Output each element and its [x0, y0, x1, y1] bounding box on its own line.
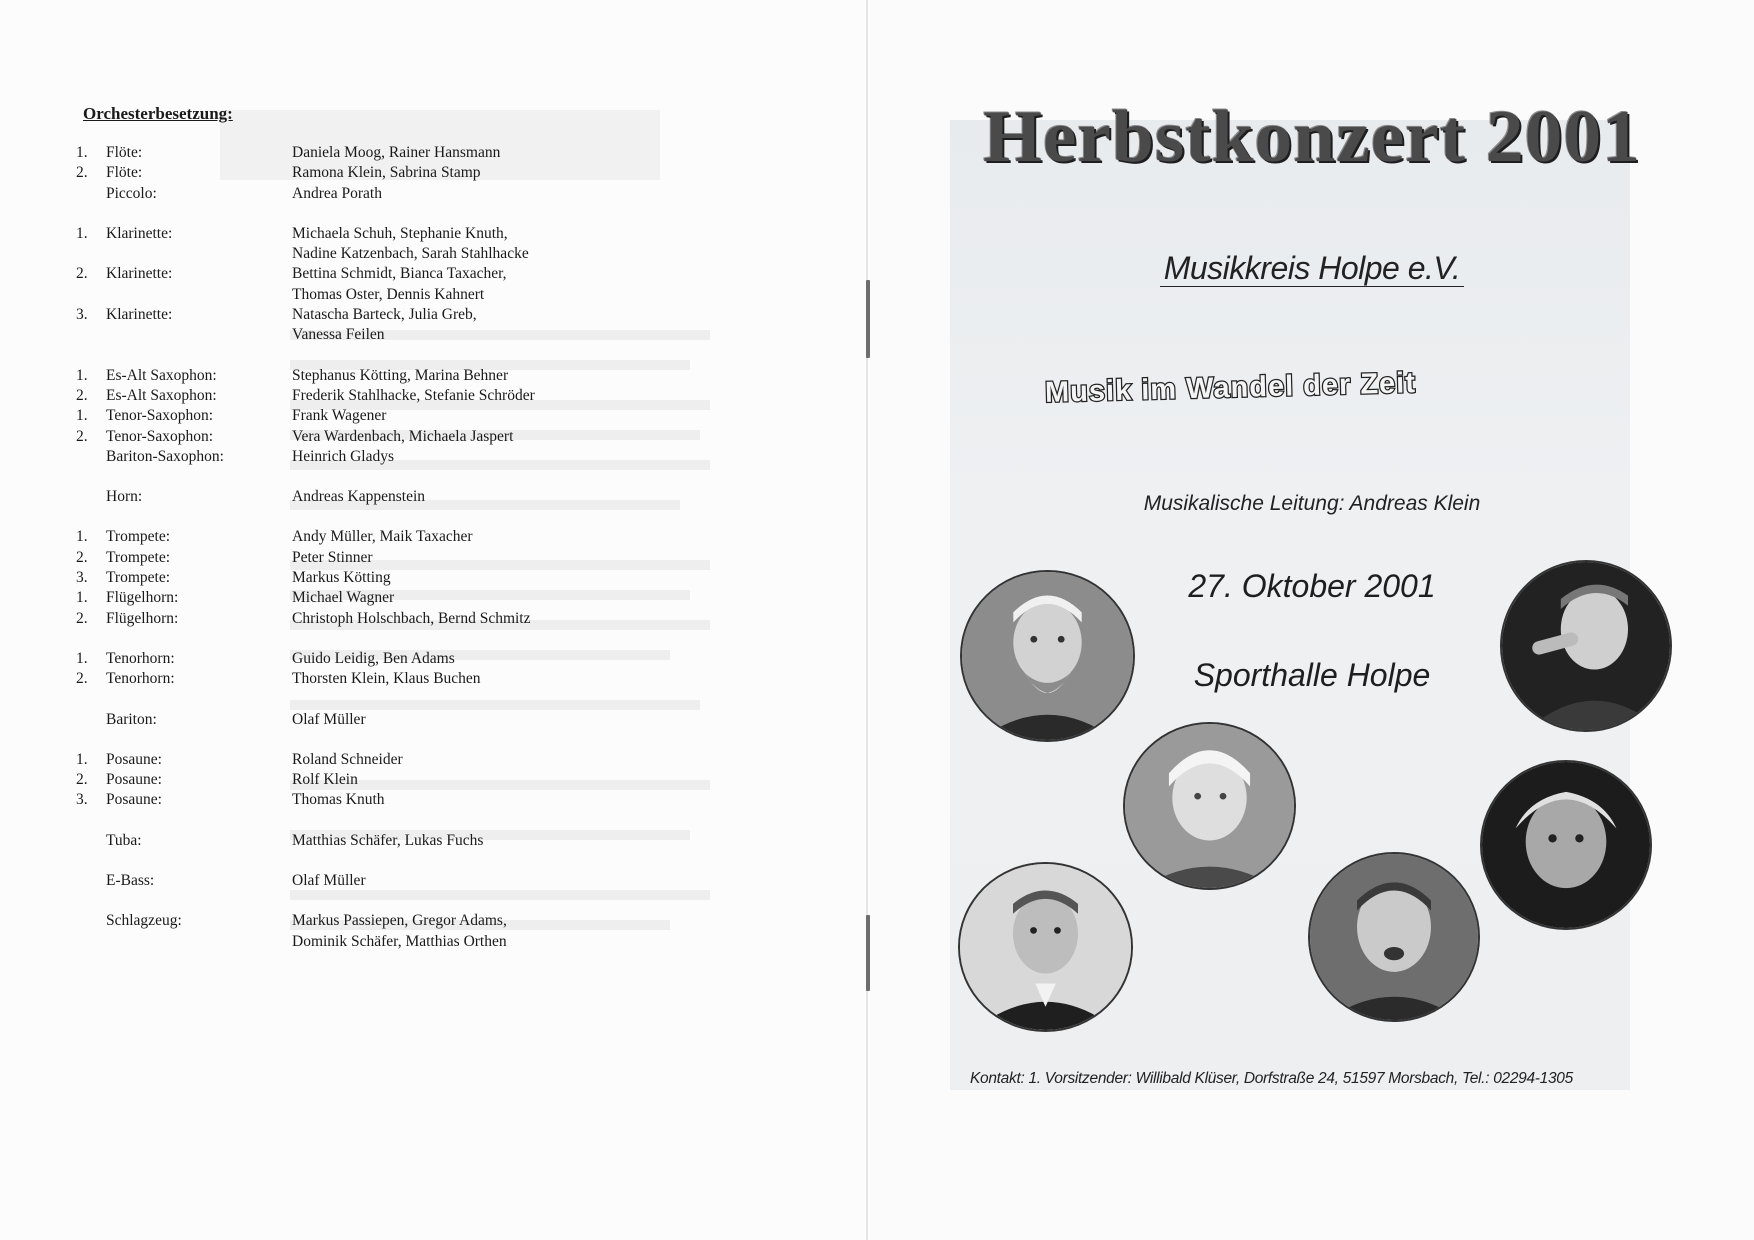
position-number: [76, 325, 106, 345]
orchestra-row: [76, 163, 596, 183]
musician-names: Thorsten Klein, Klaus Buchen: [292, 670, 481, 688]
musician-names: Vanessa Feilen: [292, 326, 385, 344]
orchestra-row: [76, 911, 596, 931]
position-number: 2.: [76, 427, 88, 445]
portrait-composer-suit: [958, 862, 1133, 1032]
orchestra-row: [76, 831, 596, 851]
position-number: 1.: [76, 407, 88, 425]
instrument-label: Flügelhorn:: [106, 609, 179, 627]
musician-names: Frederik Stahlhacke, Stefanie Schröder: [292, 386, 535, 404]
orchestra-list: [76, 143, 596, 952]
musician-names: Guido Leidig, Ben Adams: [292, 649, 455, 667]
orchestra-row: [76, 750, 596, 770]
position-number: [76, 831, 106, 851]
instrument-label: Trompete:: [106, 569, 171, 587]
musician-names: Natascha Barteck, Julia Greb,: [292, 306, 477, 324]
orchestra-row: [76, 184, 596, 204]
instrument-label: Tenorhorn:: [106, 670, 175, 688]
portrait-singer-microphone: [1500, 560, 1672, 732]
portrait-composer-white-hair: [1480, 760, 1652, 930]
position-number: 2.: [76, 548, 88, 566]
position-number: [76, 184, 106, 204]
portrait-composer-bearded: [960, 570, 1135, 742]
concert-date: 27. Oktober 2001: [1188, 568, 1436, 604]
orchestra-row: [76, 325, 596, 345]
musician-names: Stephanus Kötting, Marina Behner: [292, 366, 509, 384]
position-number: [76, 244, 106, 264]
musician-names: Christoph Holschbach, Bernd Schmitz: [292, 609, 531, 627]
instrument-label: Horn:: [106, 488, 143, 506]
orchestra-row: [76, 447, 596, 467]
orchestra-row: [76, 588, 596, 608]
position-number: 1.: [76, 366, 88, 384]
position-number: 2.: [76, 164, 88, 182]
musical-director: Musikalische Leitung: Andreas Klein: [1143, 492, 1481, 515]
orchestra-row: [76, 649, 596, 669]
instrument-label: Posaune:: [106, 750, 162, 768]
orchestra-row: [76, 770, 596, 790]
musician-names: Olaf Müller: [292, 710, 366, 728]
position-number: 1.: [76, 144, 88, 161]
musician-names: Andreas Kappenstein: [292, 488, 425, 506]
orchestra-row: [76, 285, 596, 305]
position-number: [76, 285, 106, 305]
orchestra-row: [76, 305, 596, 325]
instrument-label: [106, 244, 292, 264]
position-number: [76, 911, 106, 931]
musician-names: Markus Kötting: [292, 569, 391, 587]
musician-names: Frank Wagener: [292, 407, 387, 425]
musician-names: Olaf Müller: [292, 872, 366, 890]
orchestra-heading: Orchesterbesetzung:: [83, 104, 233, 123]
musician-names: Rolf Klein: [292, 771, 358, 789]
position-number: 1.: [76, 750, 88, 768]
position-number: 1.: [76, 528, 88, 546]
instrument-label: Es-Alt Saxophon:: [106, 366, 217, 384]
orchestra-row: [76, 871, 596, 891]
concert-motto: Musik im Wandel der Zeit: [1044, 367, 1417, 409]
musician-names: Andy Müller, Maik Taxacher: [292, 528, 473, 546]
position-number: 2.: [76, 386, 88, 404]
orchestra-row: [76, 143, 596, 163]
page-fold: [866, 0, 868, 1240]
instrument-label: Tenor-Saxophon:: [106, 407, 214, 425]
orchestra-row: [76, 527, 596, 547]
concert-title: Herbstkonzert 2001: [983, 96, 1641, 178]
instrument-label: [106, 325, 292, 345]
musician-names: Dominik Schäfer, Matthias Orthen: [292, 932, 507, 950]
instrument-label: Klarinette:: [106, 224, 173, 242]
instrument-label: Piccolo:: [106, 184, 157, 202]
instrument-label: Flöte:: [106, 144, 143, 161]
orchestra-row: [76, 710, 596, 730]
orchestra-row: [76, 790, 596, 810]
musician-names: Michaela Schuh, Stephanie Knuth,: [292, 224, 508, 242]
orchestra-row: [76, 406, 596, 426]
instrument-label: Tenorhorn:: [106, 649, 175, 667]
orchestra-row: [76, 386, 596, 406]
orchestra-row: [76, 366, 596, 386]
musician-names: Peter Stinner: [292, 548, 373, 566]
orchestra-row: [76, 487, 596, 507]
instrument-label: Flöte:: [106, 164, 143, 182]
instrument-label: [106, 285, 292, 305]
musician-names: Daniela Moog, Rainer Hansmann: [292, 144, 501, 161]
instrument-label: Klarinette:: [106, 306, 173, 324]
orchestra-row: [76, 609, 596, 629]
musician-names: Ramona Klein, Sabrina Stamp: [292, 164, 481, 182]
position-number: 1.: [76, 589, 88, 607]
musician-names: Matthias Schäfer, Lukas Fuchs: [292, 831, 484, 849]
instrument-label: Bariton-Saxophon:: [106, 447, 224, 465]
right-page: [870, 0, 1754, 1240]
musician-names: Markus Passiepen, Gregor Adams,: [292, 912, 507, 930]
portrait-composer-wig: [1123, 722, 1296, 890]
instrument-label: Flügelhorn:: [106, 589, 179, 607]
position-number: 2.: [76, 771, 88, 789]
position-number: 2.: [76, 670, 88, 688]
instrument-label: Schlagzeug:: [106, 912, 182, 930]
position-number: [76, 710, 106, 730]
orchestra-row: [76, 932, 596, 952]
orchestra-row: [76, 264, 596, 284]
orchestra-row: [76, 548, 596, 568]
instrument-label: Tenor-Saxophon:: [106, 427, 214, 445]
position-number: [76, 871, 106, 891]
instrument-label: [106, 932, 292, 952]
orchestra-row: [76, 669, 596, 689]
instrument-label: Trompete:: [106, 548, 171, 566]
instrument-label: Posaune:: [106, 771, 162, 789]
orchestra-row: [76, 427, 596, 447]
musician-names: Thomas Knuth: [292, 791, 385, 809]
left-page: [0, 0, 870, 1240]
position-number: 1.: [76, 649, 88, 667]
instrument-label: Klarinette:: [106, 265, 173, 283]
position-number: [76, 932, 106, 952]
instrument-label: Trompete:: [106, 528, 171, 546]
position-number: [76, 487, 106, 507]
musician-names: Thomas Oster, Dennis Kahnert: [292, 285, 485, 303]
musician-names: Bettina Schmidt, Bianca Taxacher,: [292, 265, 507, 283]
club-name: [870, 250, 1754, 287]
musician-names: Roland Schneider: [292, 750, 403, 768]
instrument-label: E-Bass:: [106, 872, 155, 890]
position-number: 3.: [76, 569, 88, 587]
position-number: [76, 447, 106, 467]
instrument-label: Tuba:: [106, 831, 142, 849]
position-number: 2.: [76, 265, 88, 283]
position-number: 3.: [76, 791, 88, 809]
orchestra-row: [76, 244, 596, 264]
orchestra-row: [76, 224, 596, 244]
musician-names: Nadine Katzenbach, Sarah Stahlhacke: [292, 245, 529, 263]
position-number: 2.: [76, 609, 88, 627]
contact-info: Kontakt: 1. Vorsitzender: Willibald Klüser, Dorfstraße 24, 51597 Morsbach, Tel.: 02294-1305: [970, 1070, 1573, 1087]
instrument-label: Es-Alt Saxophon:: [106, 386, 217, 404]
musician-names: Michael Wagner: [292, 589, 395, 607]
portrait-crooner: [1308, 852, 1480, 1022]
orchestra-row: [76, 568, 596, 588]
position-number: 1.: [76, 224, 88, 242]
musician-names: Vera Wardenbach, Michaela Jaspert: [292, 427, 514, 445]
musician-names: Heinrich Gladys: [292, 447, 395, 465]
club-name-text: Musikkreis Holpe e.V.: [1160, 250, 1465, 287]
musician-names: Andrea Porath: [292, 184, 382, 202]
concert-venue: Sporthalle Holpe: [1193, 657, 1431, 693]
instrument-label: Bariton:: [106, 710, 157, 728]
position-number: 3.: [76, 306, 88, 324]
instrument-label: Posaune:: [106, 791, 162, 809]
